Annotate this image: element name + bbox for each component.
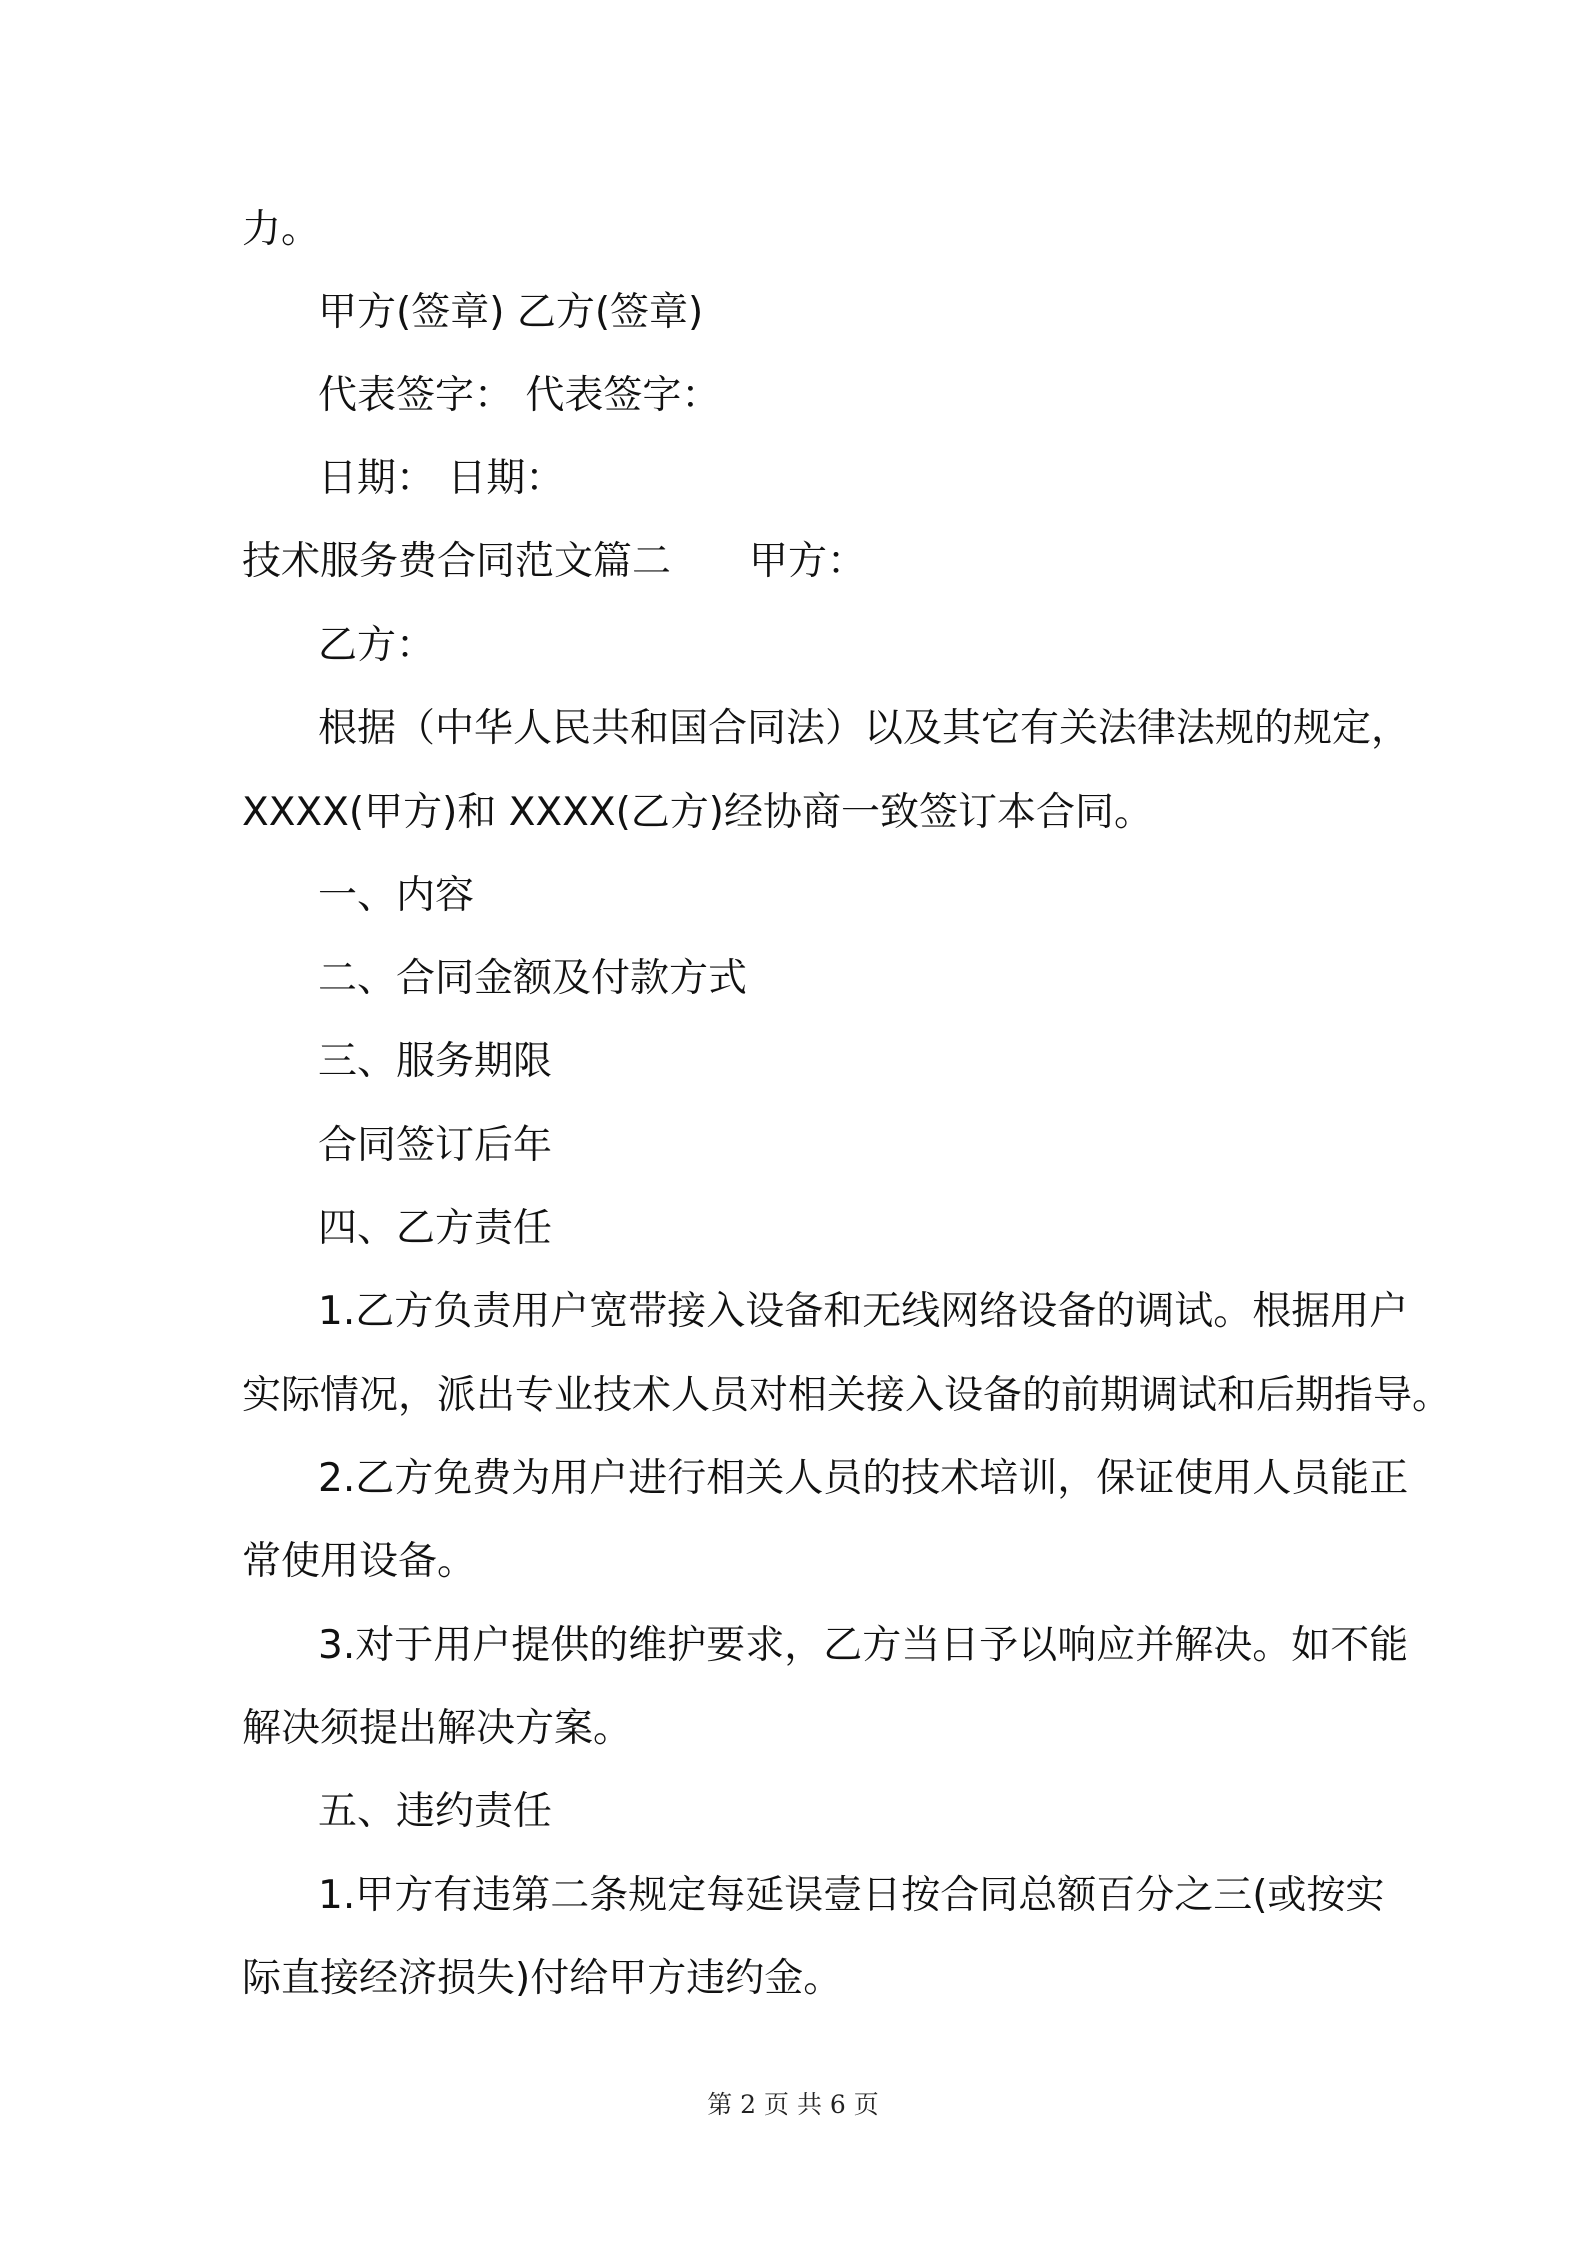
heading-line: 一、内容 (318, 873, 475, 918)
paragraph-line: 实际情况，派出专业技术人员对相关接入设备的前期调试和后期指导。 (242, 1373, 1452, 1418)
paragraph-line: 际直接经济损失)付给甲方违约金。 (242, 1956, 843, 2001)
paragraph-line: 1.乙方负责用户宽带接入设备和无线网络设备的调试。根据用户 (318, 1289, 1409, 1334)
paragraph-line: 合同签订后年 (318, 1123, 553, 1168)
paragraph-line: 根据（中华人民共和国合同法）以及其它有关法律法规的规定， (318, 706, 1411, 751)
paragraph-line: 解决须提出解决方案。 (242, 1706, 633, 1751)
paragraph-line: 3.对于用户提供的维护要求，乙方当日予以响应并解决。如不能 (318, 1623, 1409, 1668)
heading-line: 三、服务期限 (318, 1039, 553, 1084)
text-line: 力。 (242, 207, 321, 252)
section-title-line: 技术服务费合同范文篇二 甲方： (242, 539, 867, 584)
paragraph-line: 1.甲方有违第二条规定每延误壹日按合同总额百分之三(或按实 (318, 1873, 1385, 1918)
paragraph-line: 2.乙方免费为用户进行相关人员的技术培训，保证使用人员能正 (318, 1456, 1409, 1501)
paragraph-line: XXXX(甲方)和 XXXX(乙方)经协商一致签订本合同。 (242, 790, 1153, 835)
representative-signature-line: 代表签字： 代表签字： (318, 373, 721, 418)
page-footer: 第 2 页 共 6 页 (707, 2090, 879, 2119)
heading-line: 四、乙方责任 (318, 1206, 553, 1251)
paragraph-line: 常使用设备。 (242, 1539, 477, 1584)
party-b-line: 乙方： (318, 623, 436, 668)
signature-parties-line: 甲方(签章) 乙方(签章) (318, 290, 704, 335)
heading-line: 五、违约责任 (318, 1789, 553, 1834)
heading-line: 二、合同金额及付款方式 (318, 956, 748, 1001)
date-line: 日期： 日期： (318, 456, 565, 501)
